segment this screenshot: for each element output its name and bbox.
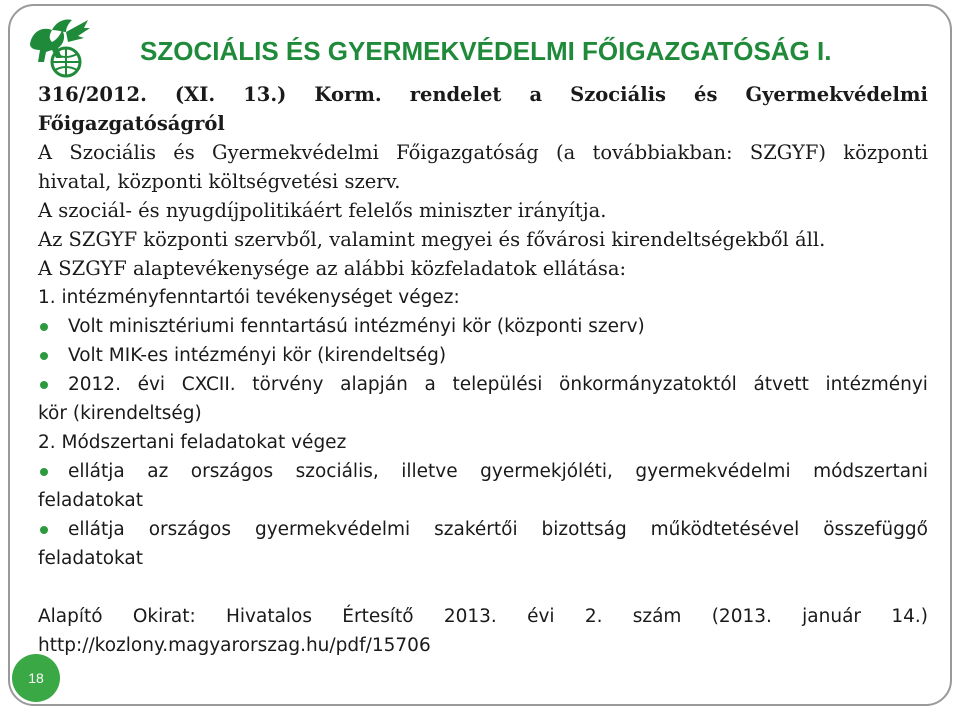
- word: gyermekvédelmi: [254, 519, 411, 540]
- word: ellátja: [68, 519, 125, 540]
- decree-word: és: [694, 83, 718, 106]
- word: Hivatalos: [225, 606, 313, 627]
- footer-line: [38, 602, 928, 631]
- word: országos: [148, 519, 231, 540]
- word: január: [802, 606, 862, 627]
- decree-line: [38, 80, 928, 109]
- paragraph-1-line-1: [38, 138, 928, 167]
- bullet-item: [38, 370, 928, 399]
- word: Főigazgatóság: [396, 141, 539, 164]
- word: módszertani: [813, 461, 928, 482]
- word: szociális,: [295, 461, 379, 482]
- bullet-continuation: feladatokat: [38, 548, 144, 569]
- word: A: [38, 141, 53, 164]
- word: alapján: [340, 374, 408, 395]
- spacer: [38, 573, 928, 602]
- word: illetve: [401, 461, 458, 482]
- word: országos: [190, 461, 274, 482]
- word: gyermekvédelmi: [635, 461, 791, 482]
- bullet-continuation: kör (kirendeltség): [38, 403, 202, 424]
- decree-word: Szociális: [570, 83, 666, 106]
- word: ellátja: [68, 461, 125, 482]
- paragraph-1-line-2: hivatal, központi költségvetési szerv.: [38, 170, 401, 193]
- word: (2013.: [711, 606, 772, 627]
- word: szám: [632, 606, 682, 627]
- word: szakértői: [434, 519, 518, 540]
- item-1-heading: 1. intézményfenntartói tevékenységet végez:: [38, 287, 460, 308]
- word: központi: [843, 141, 928, 164]
- word: évi: [527, 606, 555, 627]
- word: törvény: [252, 374, 324, 395]
- word: önkormányzatoktól: [559, 374, 737, 395]
- word: összefüggő: [823, 519, 928, 540]
- page-number-badge: 18: [12, 654, 60, 702]
- bullet-item: Volt MIK-es intézményi kör (kirendeltség): [38, 341, 928, 370]
- word: évi: [137, 374, 166, 395]
- decree-word: 316/2012.: [38, 83, 147, 106]
- paragraph-3: Az SZGYF központi szervből, valamint megyei és fővárosi kirendeltségekből áll.: [38, 228, 826, 251]
- word: SZGYF): [749, 141, 827, 164]
- word: Gyermekvédelmi: [212, 141, 379, 164]
- word: és: [173, 141, 195, 164]
- slide-title: SZOCIÁLIS ÉS GYERMEKVÉDELMI FŐIGAZGATÓSÁG I.: [140, 36, 832, 66]
- word: átvett: [753, 374, 809, 395]
- bullet-continuation: feladatokat: [38, 490, 144, 511]
- word: működtetésével: [650, 519, 800, 540]
- bullet-item: Volt minisztériumi fenntartású intézményi kör (központi szerv): [38, 312, 928, 341]
- word: 14.): [891, 606, 928, 627]
- decree-word: a: [529, 83, 543, 106]
- agency-logo-icon: [22, 14, 94, 82]
- word: CXCII.: [181, 374, 236, 395]
- word: Okirat:: [132, 606, 196, 627]
- word: gyermekjóléti,: [480, 461, 613, 482]
- word: 2.: [584, 606, 603, 627]
- bullet-item: [38, 515, 928, 544]
- word: Alapító: [38, 606, 103, 627]
- word: továbbiakban:: [592, 141, 733, 164]
- decree-word: Gyermekvédelmi: [745, 83, 928, 106]
- word: 2013.: [443, 606, 497, 627]
- decree-word: (XI.: [174, 83, 216, 106]
- decree-word: rendelet: [409, 83, 502, 106]
- word: 2012.: [68, 374, 121, 395]
- word: bizottság: [541, 519, 627, 540]
- word: Szociális: [69, 141, 156, 164]
- word: az: [147, 461, 169, 482]
- paragraph-4: A SZGYF alaptevékenysége az alábbi közfeladatok ellátása:: [38, 257, 627, 280]
- word: Értesítő: [342, 606, 414, 627]
- decree-line-2: Főigazgatóságról: [38, 112, 225, 135]
- decree-word: 13.): [243, 83, 287, 106]
- item-2-heading: 2. Módszertani feladatokat végez: [38, 432, 347, 453]
- word: települési: [452, 374, 543, 395]
- word: intézményi: [825, 374, 928, 395]
- footer-url[interactable]: http://kozlony.magyarorszag.hu/pdf/15706: [38, 635, 431, 656]
- bullet-item: [38, 457, 928, 486]
- word: (a: [556, 141, 576, 164]
- word: a: [424, 374, 436, 395]
- paragraph-2: A szociál- és nyugdíjpolitikáért felelős miniszter irányítja.: [38, 199, 607, 222]
- slide-body: [38, 80, 928, 660]
- decree-word: Korm.: [314, 83, 382, 106]
